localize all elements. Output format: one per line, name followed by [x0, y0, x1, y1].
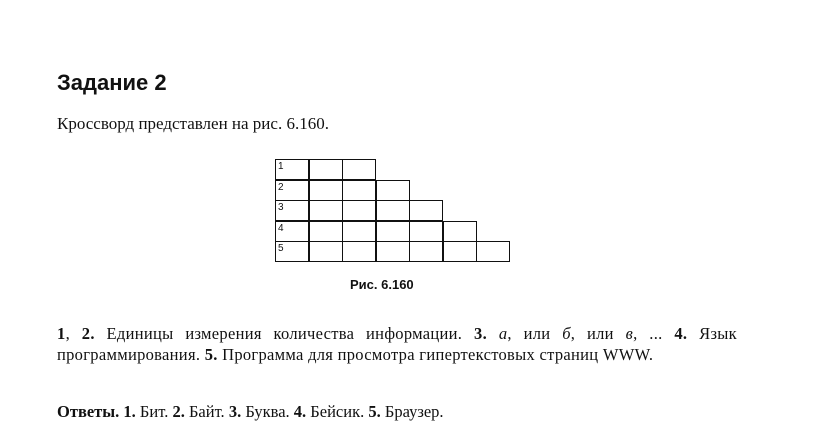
crossword-cell	[376, 221, 410, 242]
crossword-cell	[476, 241, 510, 262]
crossword-cell	[275, 180, 309, 201]
clue-5-number: 5.	[204, 345, 218, 364]
crossword-cell	[275, 241, 309, 262]
crossword-cell	[309, 241, 343, 262]
clue-2-number: 2.	[81, 324, 95, 343]
answer-5: Браузер.	[380, 402, 444, 421]
clue-12-text: Единицы измерения количества информации.	[94, 324, 475, 343]
clue-1-number: 1	[57, 324, 66, 343]
crossword-cell	[342, 180, 376, 201]
crossword-cell	[275, 159, 309, 180]
answer-3-number: 3.	[228, 402, 242, 421]
clue-3-letter-b: б	[562, 324, 571, 343]
crossword-cell	[342, 200, 376, 221]
answer-4-number: 4.	[293, 402, 307, 421]
crossword-row-number: 1	[278, 161, 284, 172]
answers-line	[57, 401, 444, 422]
crossword-cell	[342, 159, 376, 180]
clue-3-or-2: , или	[570, 324, 626, 343]
clue-5-text: Программа для просмотра гипертекстовых страниц WWW.	[217, 345, 654, 364]
clue-3-or-1: , или	[507, 324, 563, 343]
crossword-cell	[443, 241, 477, 262]
task-title: Задание 2	[57, 70, 167, 95]
clue-3-letter-c: в	[625, 324, 634, 343]
answers-label: Ответы.	[57, 402, 120, 421]
figure-caption: Рис. 6.160	[350, 277, 414, 292]
crossword-cell	[409, 241, 443, 262]
clue-3-number: 3.	[474, 324, 488, 343]
clue-3-tail: , ...	[633, 324, 663, 343]
crossword-cell	[309, 200, 343, 221]
answer-5-number: 5.	[368, 402, 381, 421]
crossword-cell	[409, 221, 443, 242]
answer-2-number: 2.	[172, 402, 185, 421]
task-intro: Кроссворд представлен на рис. 6.160.	[57, 114, 329, 133]
crossword-row-number: 4	[278, 222, 284, 234]
crossword-cell	[342, 221, 376, 242]
crossword-cell	[443, 221, 477, 242]
crossword-cell	[309, 221, 343, 242]
clue-separator: ,	[65, 324, 82, 343]
answer-1-number: 1.	[123, 402, 136, 421]
crossword-cell	[275, 221, 309, 242]
crossword-cell	[275, 200, 309, 221]
clue-4-number: 4.	[674, 324, 688, 343]
crossword-row-number: 2	[278, 181, 284, 193]
crossword-row-number: 3	[278, 202, 284, 213]
answer-3: Буква.	[241, 402, 294, 421]
crossword-cell	[409, 200, 443, 221]
crossword-cell	[376, 241, 410, 262]
crossword-cell	[309, 159, 343, 180]
clues-paragraph	[57, 323, 737, 365]
answer-2: Байт.	[184, 402, 229, 421]
clue-3-letter-a: а	[498, 324, 508, 343]
answer-4: Бейсик.	[306, 402, 369, 421]
crossword-cell	[376, 200, 410, 221]
answer-1: Бит.	[135, 402, 173, 421]
crossword-cell	[309, 180, 343, 201]
crossword-cell	[342, 241, 376, 262]
clue-4-text: Язык программирования.	[57, 324, 737, 364]
crossword-row-number: 5	[278, 243, 284, 254]
crossword-cell	[376, 180, 410, 201]
